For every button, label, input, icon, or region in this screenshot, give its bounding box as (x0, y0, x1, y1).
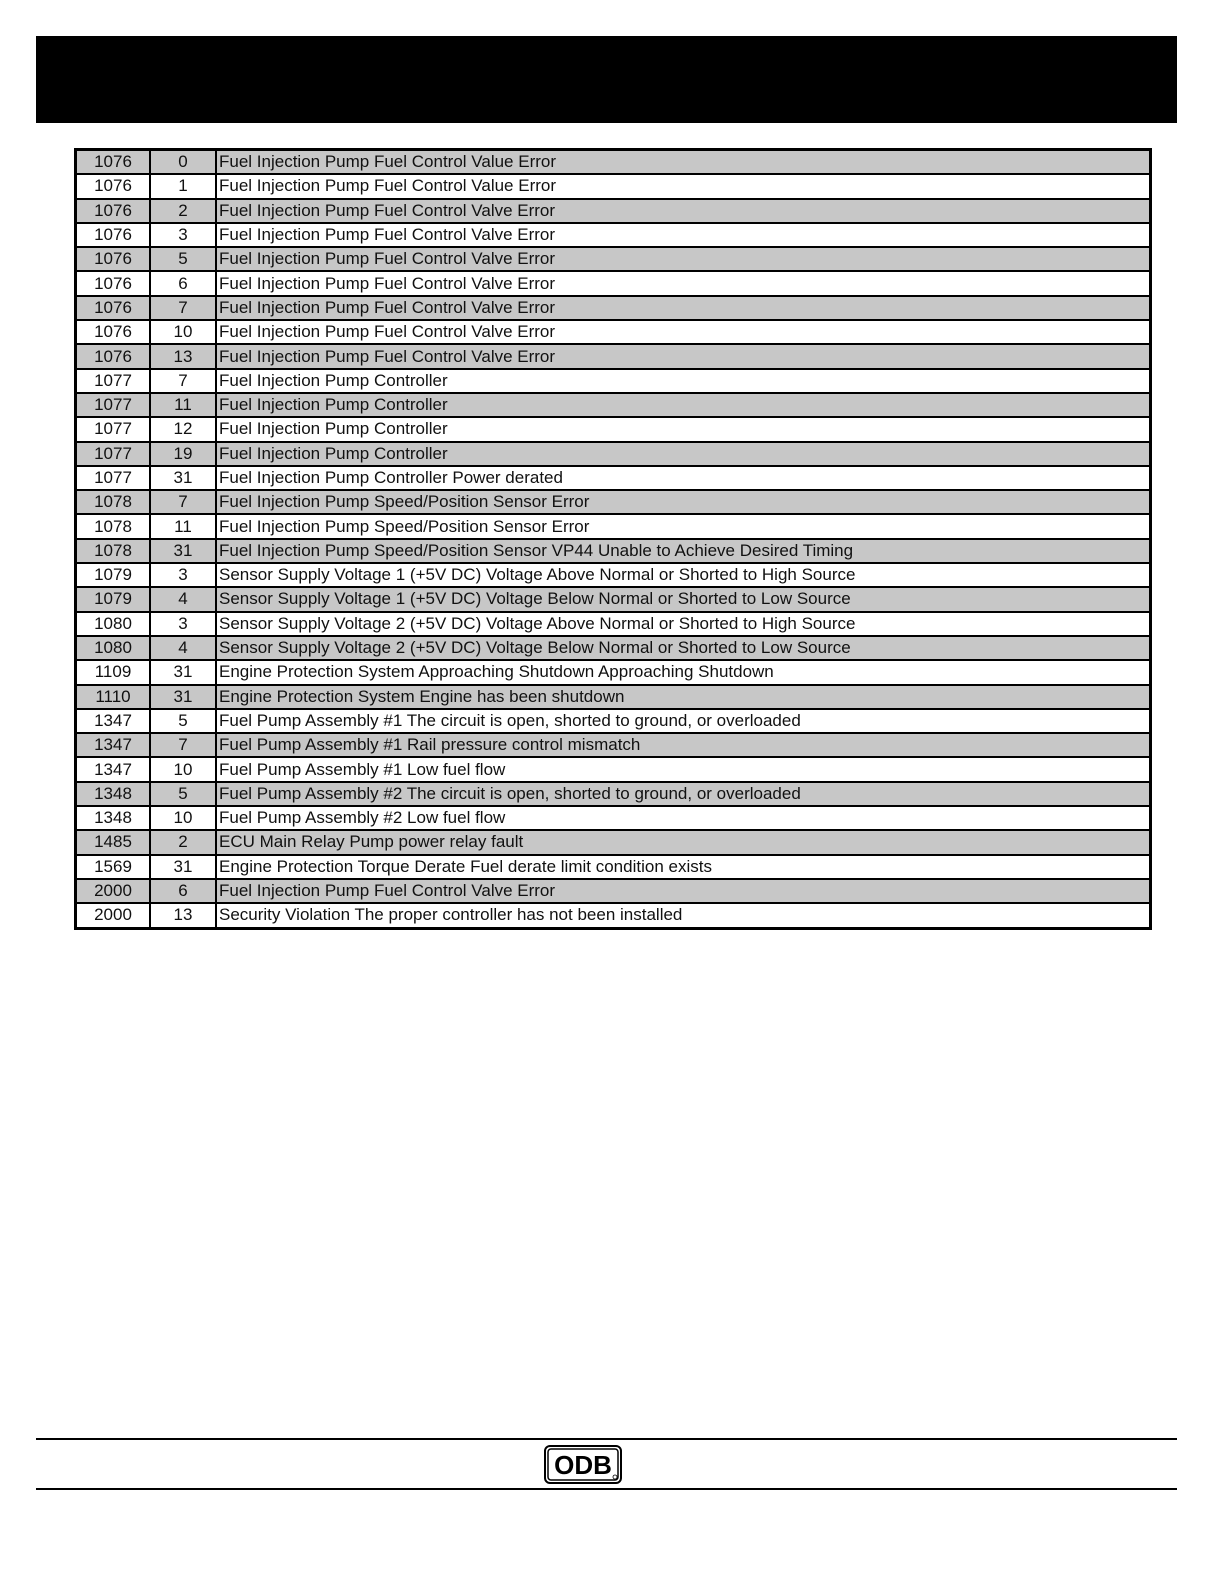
spn-cell: 1076 (76, 247, 151, 271)
description-cell: ECU Main Relay Pump power relay fault (216, 830, 1151, 854)
description-cell: Engine Protection Torque Derate Fuel derate limit condition exists (216, 855, 1151, 879)
description-cell: Engine Protection System Approaching Shutdown Approaching Shutdown (216, 660, 1151, 684)
fmi-cell: 3 (150, 223, 216, 247)
table-row (76, 223, 1151, 247)
table-row (76, 782, 1151, 806)
description-cell: Fuel Injection Pump Fuel Control Value Error (216, 174, 1151, 198)
spn-cell: 1485 (76, 830, 151, 854)
description-cell: Fuel Injection Pump Fuel Control Valve Error (216, 271, 1151, 295)
fmi-cell: 11 (150, 514, 216, 538)
footer-divider-bottom (36, 1488, 1177, 1490)
description-cell: Fuel Injection Pump Speed/Position Sensor VP44 Unable to Achieve Desired Timing (216, 539, 1151, 563)
footer-divider-top (36, 1438, 1177, 1440)
spn-cell: 1079 (76, 587, 151, 611)
fmi-cell: 4 (150, 636, 216, 660)
table-row (76, 247, 1151, 271)
odb-logo-text: ODB (554, 1450, 612, 1480)
spn-cell: 1077 (76, 442, 151, 466)
table-row (76, 393, 1151, 417)
description-cell: Fuel Injection Pump Controller (216, 417, 1151, 441)
table-row (76, 442, 1151, 466)
fmi-cell: 5 (150, 782, 216, 806)
spn-cell: 1348 (76, 806, 151, 830)
table-row (76, 174, 1151, 198)
fmi-cell: 10 (150, 320, 216, 344)
fmi-cell: 10 (150, 806, 216, 830)
fmi-cell: 5 (150, 247, 216, 271)
description-cell: Fuel Injection Pump Fuel Control Valve Error (216, 344, 1151, 368)
fmi-cell: 7 (150, 733, 216, 757)
fmi-cell: 31 (150, 685, 216, 709)
spn-cell: 1347 (76, 709, 151, 733)
table-row (76, 150, 1151, 175)
table-row (76, 539, 1151, 563)
description-cell: Fuel Pump Assembly #2 Low fuel flow (216, 806, 1151, 830)
table-row (76, 806, 1151, 830)
table-row (76, 369, 1151, 393)
spn-cell: 1076 (76, 199, 151, 223)
table-row (76, 514, 1151, 538)
fmi-cell: 2 (150, 199, 216, 223)
table-row (76, 685, 1151, 709)
table-row (76, 879, 1151, 903)
description-cell: Fuel Injection Pump Controller Power derated (216, 466, 1151, 490)
description-cell: Fuel Injection Pump Fuel Control Valve Error (216, 296, 1151, 320)
description-cell: Fuel Injection Pump Fuel Control Valve Error (216, 223, 1151, 247)
table-row (76, 466, 1151, 490)
table-row (76, 636, 1151, 660)
description-cell: Fuel Injection Pump Fuel Control Valve Error (216, 879, 1151, 903)
description-cell: Engine Protection System Engine has been shutdown (216, 685, 1151, 709)
table-row (76, 660, 1151, 684)
description-cell: Fuel Injection Pump Fuel Control Valve Error (216, 199, 1151, 223)
fmi-cell: 6 (150, 879, 216, 903)
description-cell: Fuel Injection Pump Speed/Position Sensor Error (216, 490, 1151, 514)
description-cell: Security Violation The proper controller has not been installed (216, 903, 1151, 928)
fmi-cell: 3 (150, 563, 216, 587)
table-row (76, 830, 1151, 854)
fmi-cell: 3 (150, 612, 216, 636)
description-cell: Sensor Supply Voltage 1 (+5V DC) Voltage Below Normal or Shorted to Low Source (216, 587, 1151, 611)
spn-cell: 1347 (76, 733, 151, 757)
description-cell: Fuel Pump Assembly #1 Low fuel flow (216, 757, 1151, 781)
fmi-cell: 7 (150, 369, 216, 393)
table-row (76, 271, 1151, 295)
description-cell: Sensor Supply Voltage 2 (+5V DC) Voltage Above Normal or Shorted to High Source (216, 612, 1151, 636)
spn-cell: 1076 (76, 271, 151, 295)
fault-codes-table-container (74, 148, 1152, 930)
fmi-cell: 5 (150, 709, 216, 733)
spn-cell: 1077 (76, 393, 151, 417)
fmi-cell: 13 (150, 344, 216, 368)
fault-codes-table (74, 148, 1152, 930)
spn-cell: 1110 (76, 685, 151, 709)
fmi-cell: 2 (150, 830, 216, 854)
table-row (76, 320, 1151, 344)
fmi-cell: 31 (150, 855, 216, 879)
spn-cell: 1076 (76, 174, 151, 198)
fmi-cell: 10 (150, 757, 216, 781)
fmi-cell: 1 (150, 174, 216, 198)
odb-logo-icon (544, 1445, 624, 1485)
table-row (76, 199, 1151, 223)
spn-cell: 1077 (76, 417, 151, 441)
spn-cell: 1078 (76, 514, 151, 538)
table-row (76, 344, 1151, 368)
spn-cell: 2000 (76, 879, 151, 903)
fmi-cell: 7 (150, 490, 216, 514)
table-row (76, 417, 1151, 441)
fmi-cell: 13 (150, 903, 216, 928)
spn-cell: 1077 (76, 466, 151, 490)
spn-cell: 1080 (76, 636, 151, 660)
description-cell: Sensor Supply Voltage 2 (+5V DC) Voltage Below Normal or Shorted to Low Source (216, 636, 1151, 660)
fmi-cell: 0 (150, 150, 216, 175)
fmi-cell: 31 (150, 539, 216, 563)
fmi-cell: 31 (150, 466, 216, 490)
spn-cell: 1078 (76, 490, 151, 514)
description-cell: Fuel Injection Pump Controller (216, 442, 1151, 466)
spn-cell: 1078 (76, 539, 151, 563)
table-row (76, 563, 1151, 587)
spn-cell: 1076 (76, 320, 151, 344)
fmi-cell: 19 (150, 442, 216, 466)
table-row (76, 612, 1151, 636)
fmi-cell: 4 (150, 587, 216, 611)
fmi-cell: 12 (150, 417, 216, 441)
spn-cell: 1569 (76, 855, 151, 879)
description-cell: Fuel Pump Assembly #1 The circuit is open, shorted to ground, or overloaded (216, 709, 1151, 733)
table-row (76, 903, 1151, 928)
description-cell: Fuel Injection Pump Fuel Control Valve Error (216, 320, 1151, 344)
spn-cell: 1109 (76, 660, 151, 684)
spn-cell: 1076 (76, 223, 151, 247)
description-cell: Fuel Injection Pump Speed/Position Sensor Error (216, 514, 1151, 538)
description-cell: Fuel Injection Pump Controller (216, 393, 1151, 417)
table-row (76, 587, 1151, 611)
spn-cell: 1076 (76, 344, 151, 368)
description-cell: Fuel Pump Assembly #1 Rail pressure control mismatch (216, 733, 1151, 757)
table-row (76, 757, 1151, 781)
spn-cell: 1080 (76, 612, 151, 636)
fault-codes-table-body (76, 150, 1151, 929)
fmi-cell: 6 (150, 271, 216, 295)
description-cell: Fuel Injection Pump Fuel Control Valve Error (216, 247, 1151, 271)
table-row (76, 296, 1151, 320)
spn-cell: 1079 (76, 563, 151, 587)
description-cell: Fuel Injection Pump Controller (216, 369, 1151, 393)
spn-cell: 2000 (76, 903, 151, 928)
spn-cell: 1076 (76, 150, 151, 175)
spn-cell: 1076 (76, 296, 151, 320)
fmi-cell: 11 (150, 393, 216, 417)
page-header-bar (36, 36, 1177, 123)
description-cell: Fuel Injection Pump Fuel Control Value Error (216, 150, 1151, 175)
description-cell: Sensor Supply Voltage 1 (+5V DC) Voltage Above Normal or Shorted to High Source (216, 563, 1151, 587)
fmi-cell: 31 (150, 660, 216, 684)
table-row (76, 490, 1151, 514)
table-row (76, 855, 1151, 879)
fmi-cell: 7 (150, 296, 216, 320)
table-row (76, 733, 1151, 757)
spn-cell: 1347 (76, 757, 151, 781)
spn-cell: 1077 (76, 369, 151, 393)
spn-cell: 1348 (76, 782, 151, 806)
table-row (76, 709, 1151, 733)
description-cell: Fuel Pump Assembly #2 The circuit is open, shorted to ground, or overloaded (216, 782, 1151, 806)
